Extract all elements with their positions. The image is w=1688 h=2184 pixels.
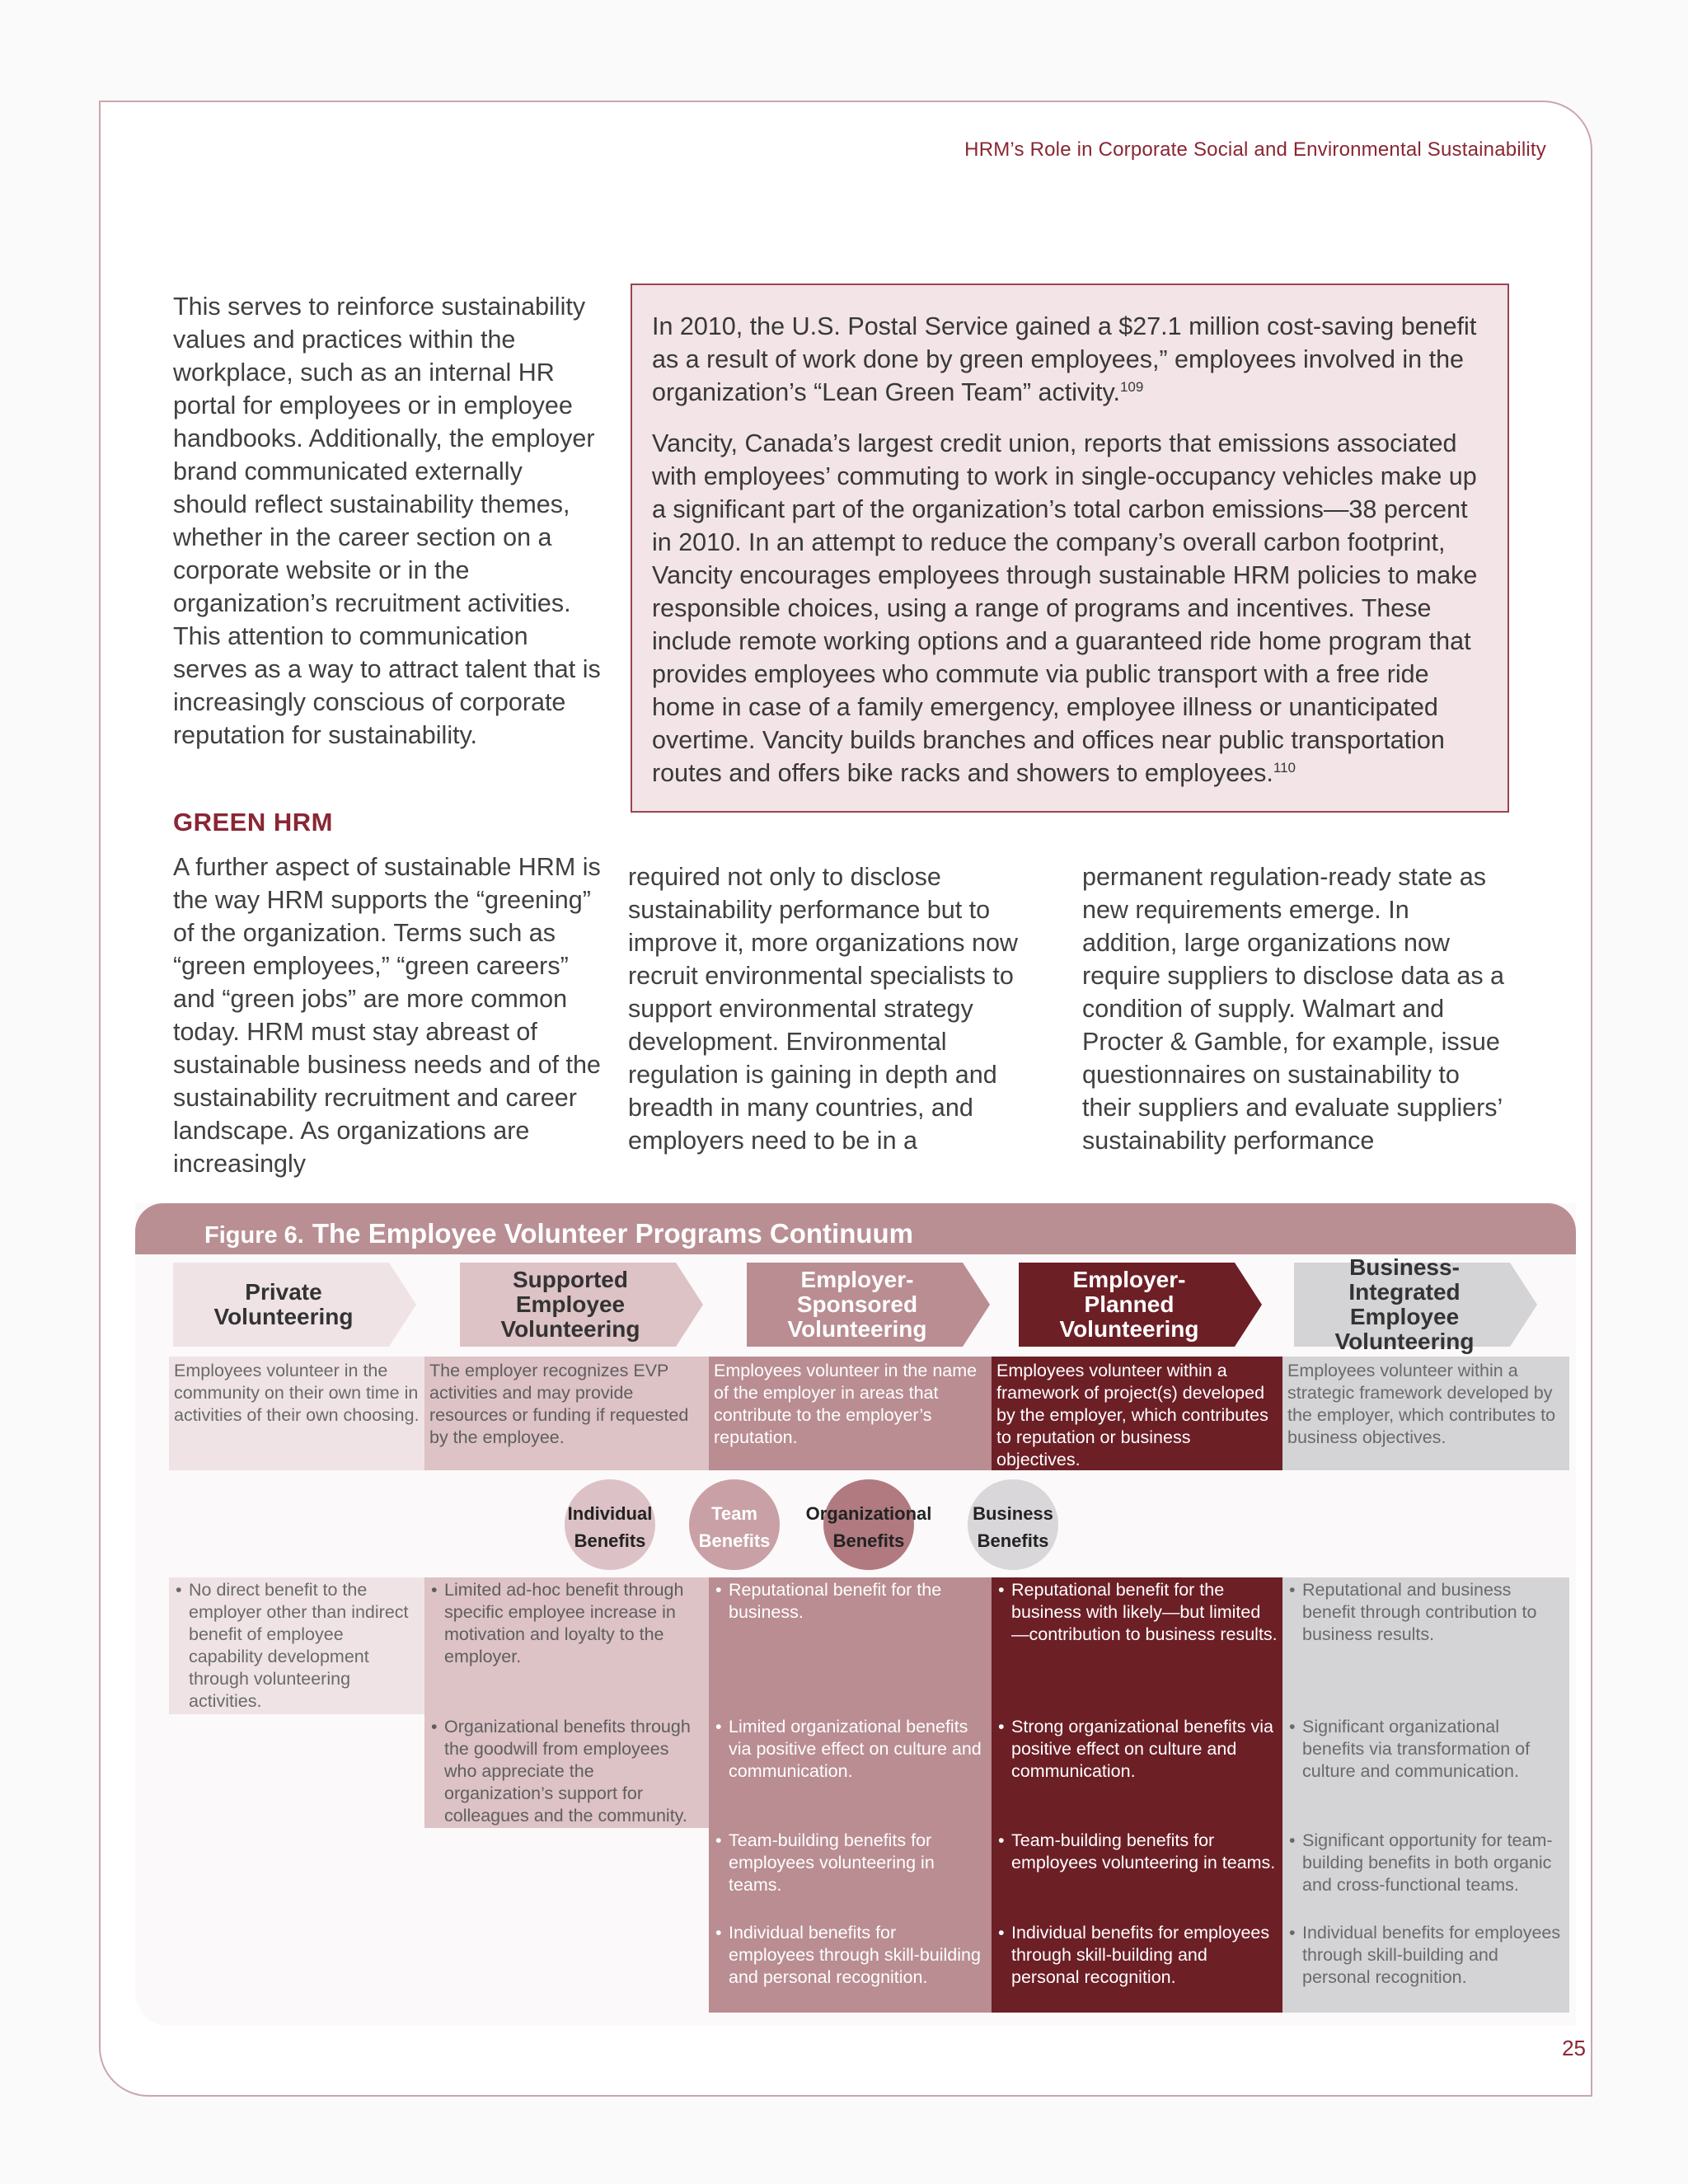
stage-description-2: The employer recognizes EVP activities and may provide resources or funding if requested by the employee.: [424, 1357, 709, 1470]
benefit-item: [1282, 1828, 1569, 1896]
benefit-text: Significant opportunity for team-building benefits in both organic and cross-functional teams.: [1302, 1830, 1553, 1895]
callout-vancity-paragraph: Vancity, Canada’s largest credit union, reports that emissions associated with employees’ commuting to work in single-occupancy vehicles make up a significant part of the organization’s total carbon emissions—38 percent in 2010. In an attempt to reduce the company’s overall carbon footprint, Vancity encourages employees through sustainable HRM policies to make responsible choices, using a range of programs and incentives. These include remote working options and a guaranteed ride home program that provides employees who commute via public transport with a free ride home in case of a family emergency, employee illness or unanticipated overtime. Vancity builds branches and offices near public transportation routes and offers bike racks and showers to employees.$^{110}$: [652, 429, 1478, 787]
benefit-circle-label: Business Benefits: [973, 1503, 1053, 1551]
benefit-text: No direct benefit to the employer other than indirect benefit of employee capability development through volunteering activities.: [189, 1580, 409, 1711]
bullet-icon: •: [1289, 1923, 1296, 1943]
bullet-icon: •: [431, 1580, 438, 1600]
benefit-item: [992, 1828, 1282, 1874]
benefit-text: Reputational and business benefit through contribution to business results.: [1302, 1580, 1537, 1644]
stage-arrow-1: [173, 1263, 416, 1347]
stage-description-5: Employees volunteer within a strategic framework developed by the employer, which contributes to business objectives.: [1282, 1357, 1569, 1470]
stage-description-1: Employees volunteer in the community on their own time in activities of their own choosing.: [169, 1357, 424, 1470]
benefit-item: [169, 1577, 424, 1713]
stage-title: Employer- Planned Volunteering: [1059, 1267, 1199, 1342]
benefit-item: [424, 1577, 709, 1668]
stage-description-3: Employees volunteer in the name of the employer in areas that contribute to the employer’s reputation.: [709, 1357, 992, 1470]
benefit-item: [1282, 1714, 1569, 1783]
figure-header-bar: [135, 1203, 1576, 1254]
running-head: HRM’s Role in Corporate Social and Environmental Sustainability: [964, 138, 1546, 161]
stage-title: Private Volunteering: [213, 1279, 354, 1329]
benefit-text: Organizational benefits through the goodwill from employees who appreciate the organization’s support for colleagues and the community.: [444, 1717, 691, 1825]
bullet-icon: •: [715, 1830, 722, 1850]
figure-title: Figure 6. The Employee Volunteer Programs Continuum: [204, 1218, 914, 1249]
footnote-109: 109: [1119, 378, 1144, 395]
benefit-circle-label: Organizational Benefits: [805, 1503, 932, 1551]
benefit-text: Reputational benefit for the business with likely—but limited—contribution to business results.: [1011, 1580, 1278, 1644]
benefit-text: Team-building benefits for employees volunteering in teams.: [729, 1830, 935, 1895]
benefit-item: [709, 1577, 992, 1624]
benefit-text: Significant organizational benefits via transformation of culture and communication.: [1302, 1717, 1531, 1781]
benefit-text: Individual benefits for employees through skill-building and personal recognition.: [729, 1923, 981, 1987]
bullet-icon: •: [176, 1580, 182, 1600]
bullet-icon: •: [1289, 1580, 1296, 1600]
page-number: 25: [1562, 2036, 1586, 2060]
case-study-callout: [631, 284, 1509, 813]
benefit-item: [992, 1577, 1282, 1646]
bullet-icon: •: [998, 1717, 1005, 1736]
bullet-icon: •: [1289, 1717, 1296, 1736]
benefit-item: [992, 1714, 1282, 1783]
benefit-item: [709, 1828, 992, 1896]
stage-title: Business-Integrated Employee Volunteering: [1334, 1254, 1475, 1354]
benefit-text: Individual benefits for employees through skill-building and personal recognition.: [1302, 1923, 1561, 1987]
benefit-item: [992, 1920, 1282, 1989]
benefit-text: Strong organizational benefits via positive effect on culture and communication.: [1011, 1717, 1273, 1781]
benefit-item: [709, 1920, 992, 1989]
benefit-item: [1282, 1577, 1569, 1646]
section-heading-green-hrm: GREEN HRM: [173, 808, 333, 837]
benefit-text: Team-building benefits for employees volunteering in teams.: [1011, 1830, 1276, 1872]
benefit-item: [709, 1714, 992, 1783]
bullet-icon: •: [998, 1923, 1005, 1943]
stage-arrow-2: [460, 1263, 703, 1347]
benefit-circle-label: Individual Benefits: [567, 1503, 653, 1551]
bullet-icon: •: [715, 1580, 722, 1600]
bullet-icon: •: [431, 1717, 438, 1736]
benefit-text: Limited organizational benefits via positive effect on culture and communication.: [729, 1717, 982, 1781]
green-hrm-column-2: required not only to disclose sustainability performance but to improve it, more organizations now recruit environmental specialists to support environmental strategy development. Environmental regulation is gaining in depth and breadth in many countries, and employers need to be in a: [628, 863, 1018, 1155]
benefit-text: Limited ad-hoc benefit through specific employee increase in motivation and loyalty to the employer.: [444, 1580, 684, 1666]
benefit-item: [424, 1714, 709, 1827]
bullet-icon: •: [1289, 1830, 1296, 1850]
intro-paragraph: This serves to reinforce sustainability values and practices within the workplace, such as an internal HR portal for employees or in employee handbooks. Additionally, the employer brand communicated externally should reflect sustainability themes, whether in the career section on a corporate website or in the organization’s recruitment activities. This attention to communication serves as a way to attract talent that is increasingly conscious of corporate reputation for sustainability.: [173, 293, 601, 749]
bullet-icon: •: [998, 1830, 1005, 1850]
stage-description-4: Employees volunteer within a framework of project(s) developed by the employer, which contributes to reputation or business objectives.: [992, 1357, 1282, 1470]
stage-title: Employer- Sponsored Volunteering: [787, 1267, 927, 1342]
bullet-icon: •: [715, 1923, 722, 1943]
callout-usps-paragraph: In 2010, the U.S. Postal Service gained a $27.1 million cost-saving benefit as a result of work done by green employees,” employees involved in the organization’s “Lean Green Team” activity.$^{109}$: [652, 312, 1477, 406]
benefit-text: Individual benefits for employees through skill-building and personal recognition.: [1011, 1923, 1270, 1987]
stage-arrow-4: [1019, 1263, 1262, 1347]
benefit-circle-label: Team Benefits: [698, 1503, 771, 1551]
stage-arrow-5: [1294, 1254, 1537, 1354]
footnote-110: 110: [1273, 759, 1296, 776]
bullet-icon: •: [715, 1717, 722, 1736]
figure-label: Figure 6.: [204, 1222, 304, 1249]
stage-arrow-3: [747, 1263, 990, 1347]
bullet-icon: •: [998, 1580, 1005, 1600]
benefit-item: [1282, 1920, 1569, 1989]
green-hrm-column-3: permanent regulation-ready state as new requirements emerge. In addition, large organizations now require suppliers to disclose data as a condition of supply. Walmart and Procter & Gamble, for example, issue questionnaires on sustainability to their suppliers and evaluate suppliers’ sustainability performance: [1082, 863, 1505, 1155]
benefit-text: Reputational benefit for the business.: [729, 1580, 942, 1622]
stage-title: Supported Employee Volunteering: [500, 1267, 640, 1342]
green-hrm-column-1: A further aspect of sustainable HRM is the way HRM supports the “greening” of the organization. Terms such as “green employees,” “green careers” and “green jobs” are more common today. HRM must stay abreast of sustainable business needs and of the sustainability recruitment and career landscape. As organizations are increasingly: [173, 853, 601, 1178]
